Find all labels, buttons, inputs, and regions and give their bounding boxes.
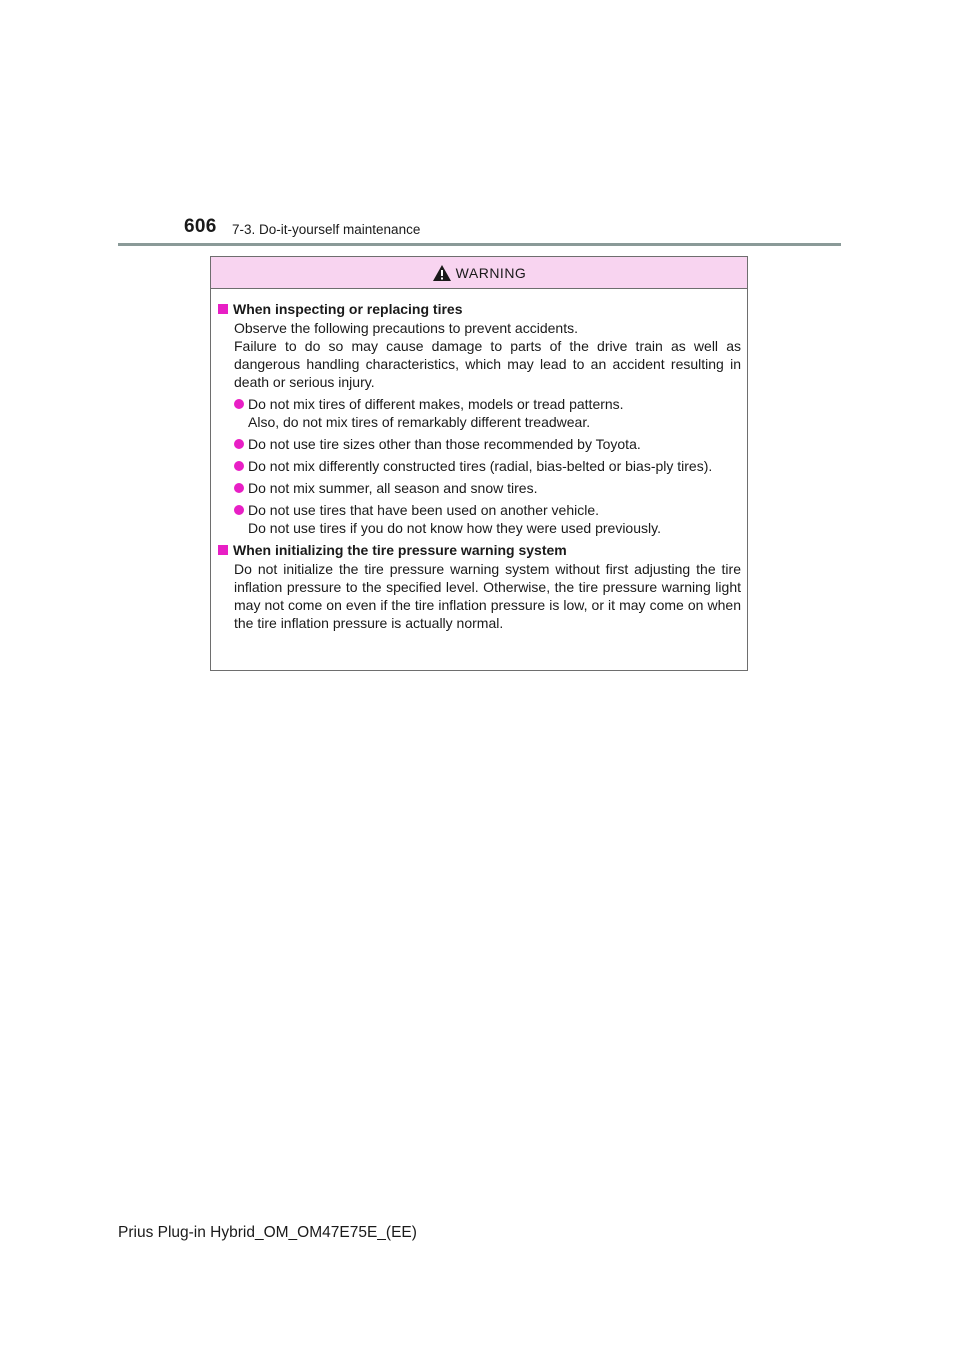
list-item-text [248,479,741,497]
paragraph-line: Failure to do so may cause damage to parts of the drive train as well as dangerous handling characteristics, which may lead to an accident resulting in death or serious injury. [234,338,741,390]
list-item [234,395,741,431]
warning-box [210,256,748,671]
list-item-line: Do not use tires that have been used on another vehicle. [248,502,600,518]
square-bullet-icon [218,304,228,314]
section-heading [218,541,741,559]
warning-title: WARNING [455,264,527,281]
section-heading-text: When inspecting or replacing tires [233,301,463,317]
list-item [234,479,741,497]
list-item-text [248,395,741,431]
bullet-list [218,395,741,537]
list-item [234,457,741,475]
list-item [234,501,741,537]
list-item [234,435,741,453]
list-item-line: Do not mix differently constructed tires (radial, bias-belted or bias-ply tires). [248,458,713,474]
paragraph-line: Do not initialize the tire pressure warning system without first adjusting the tire inflation pressure to the specified level. Otherwise, the tire pressure warning light may not come on even if the tire inflation pressure is low, or it may come on when the tire inflation pressure is actually normal. [234,561,741,631]
paragraph [218,560,741,632]
circle-bullet-icon [234,439,244,449]
list-item-line: Do not mix tires of different makes, models or tread patterns. [248,396,624,412]
warning-triangle-icon [432,264,452,282]
section-heading-text: When initializing the tire pressure warning system [233,542,567,558]
page-number: 606 [184,216,217,237]
list-item-text [248,435,741,453]
footer-document-id: Prius Plug-in Hybrid_OM_OM47E75E_(EE) [118,1224,417,1241]
header-rule [118,243,841,246]
list-item-line: Do not mix summer, all season and snow tires. [248,480,538,496]
list-item-line: Do not use tires if you do not know how they were used previously. [248,520,661,536]
section-heading [218,300,741,318]
paragraph [218,319,741,391]
paragraph-line: Observe the following precautions to prevent accidents. [234,320,578,336]
list-item-text [248,501,741,537]
list-item-line: Do not use tire sizes other than those recommended by Toyota. [248,436,641,452]
circle-bullet-icon [234,505,244,515]
warning-body [211,289,747,632]
square-bullet-icon [218,545,228,555]
circle-bullet-icon [234,461,244,471]
circle-bullet-icon [234,483,244,493]
section-title: 7-3. Do-it-yourself maintenance [232,222,421,237]
warning-header [211,257,747,289]
list-item-line: Also, do not mix tires of remarkably different treadwear. [248,414,591,430]
circle-bullet-icon [234,399,244,409]
list-item-text [248,457,741,475]
